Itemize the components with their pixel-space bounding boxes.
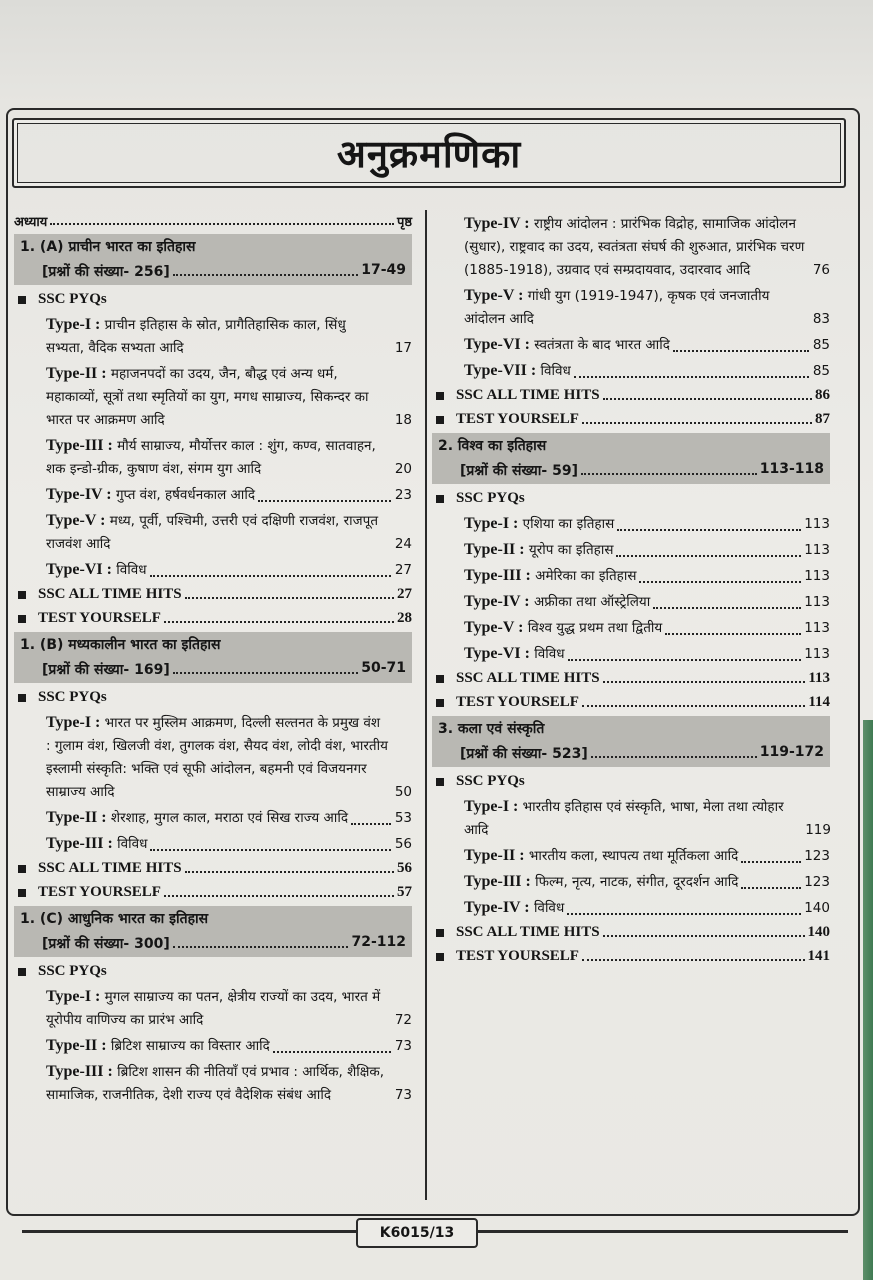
left-toc-list: [14, 234, 412, 1107]
type-description: मध्य, पूर्वी, पश्चिमी, उत्तरी एवं दक्षिणी राजवंश, राजपूत राजवंश आदि: [46, 513, 379, 552]
type-label: Type-I :: [46, 316, 101, 333]
type-entry: [14, 1034, 412, 1058]
leader-dots: [582, 705, 805, 707]
type-entry: [432, 642, 830, 666]
type-label: Type-II :: [464, 541, 525, 558]
entry-text: [46, 509, 388, 556]
entry-line: [46, 558, 412, 582]
entry-text: [464, 359, 571, 383]
leader-dots: [603, 398, 812, 400]
leader-dots: [582, 422, 812, 424]
entry-page: 85: [812, 337, 830, 353]
entry-text: [46, 483, 255, 507]
entry-page: 113: [804, 516, 830, 532]
section-label: SSC ALL TIME HITS: [436, 668, 600, 688]
type-description: शेरशाह, मुगल काल, मराठा एवं सिख राज्य आदि: [110, 810, 349, 826]
entry-line: [46, 434, 412, 481]
leader-dots: [567, 913, 801, 915]
leader-dots: [173, 934, 349, 948]
entry-line: [464, 590, 830, 614]
section-item: [432, 488, 830, 508]
section-label: SSC PYQs: [18, 961, 107, 981]
section-label: SSC ALL TIME HITS: [18, 858, 182, 878]
type-label: Type-II :: [464, 847, 525, 864]
section-item: [432, 385, 830, 405]
chapter-pages: 17-49: [361, 262, 406, 278]
entry-text: [46, 806, 348, 830]
type-description: विविध: [540, 363, 571, 379]
type-description: विविध: [117, 836, 148, 852]
leader-dots: [603, 935, 805, 937]
chapter-count-line: [20, 934, 406, 953]
entry-line: [46, 362, 412, 432]
section-page: 57: [397, 884, 412, 900]
entry-line: [464, 564, 830, 588]
section-item: [14, 608, 412, 628]
type-label: Type-III :: [46, 1063, 113, 1080]
type-entry: [432, 284, 830, 331]
question-count: [प्रश्नों की संख्या- 169]: [42, 662, 170, 678]
type-label: Type-I :: [464, 798, 519, 815]
type-entry: [432, 795, 830, 842]
type-label: Type-V :: [464, 619, 524, 636]
section-label: SSC PYQs: [436, 771, 525, 791]
entry-text: [464, 844, 738, 868]
type-label: Type-VI :: [464, 645, 530, 662]
entry-line: [46, 711, 412, 804]
question-count: [प्रश्नों की संख्या- 59]: [460, 463, 578, 479]
page-title: अनुक्रमणिका: [336, 131, 522, 176]
type-label: Type-II :: [46, 809, 107, 826]
entry-text: [46, 711, 388, 804]
entry-line: [46, 313, 412, 360]
entry-line: [46, 1034, 412, 1058]
type-description: यूरोप का इतिहास: [528, 542, 614, 558]
section-page: 113: [808, 670, 830, 686]
section-page: 27: [397, 586, 412, 602]
leader-dots: [185, 597, 394, 599]
section-label: TEST YOURSELF: [436, 946, 579, 966]
entry-page: 123: [804, 874, 830, 890]
entry-text: [464, 616, 662, 640]
section-label: TEST YOURSELF: [436, 692, 579, 712]
type-label: Type-III :: [46, 835, 113, 852]
entry-line: [464, 870, 830, 894]
type-label: Type-III :: [46, 437, 113, 454]
leader-dots: [617, 529, 801, 531]
type-label: Type-II :: [46, 1037, 107, 1054]
type-entry: [14, 806, 412, 830]
leader-dots: [574, 376, 809, 378]
section-label: SSC ALL TIME HITS: [436, 385, 600, 405]
section-page: 86: [815, 387, 830, 403]
type-label: Type-VII :: [464, 362, 537, 379]
type-description: अमेरिका का इतिहास: [535, 568, 637, 584]
right-column: [432, 212, 830, 970]
chapter-title: 1. (A) प्राचीन भारत का इतिहास: [20, 239, 196, 255]
entry-text: [464, 795, 799, 842]
entry-text: [464, 284, 806, 331]
entry-line: [46, 483, 412, 507]
type-description: गुप्त वंश, हर्षवर्धनकाल आदि: [115, 487, 255, 503]
type-description: विविध: [116, 562, 147, 578]
entry-text: [464, 333, 670, 357]
type-label: Type-IV :: [46, 486, 112, 503]
type-description: भारतीय इतिहास एवं संस्कृति, भाषा, मेला तथा त्योहार आदि: [464, 799, 784, 838]
section-page: 140: [807, 924, 830, 940]
section-item: [14, 858, 412, 878]
header-chapter: अध्याय: [14, 215, 48, 230]
entry-page: 56: [394, 836, 412, 852]
type-label: Type-I :: [464, 515, 519, 532]
entry-text: [464, 642, 565, 666]
type-entry: [432, 870, 830, 894]
entry-text: [46, 985, 388, 1032]
entry-text: [464, 896, 564, 920]
entry-line: [464, 616, 830, 640]
type-label: Type-IV :: [464, 593, 530, 610]
chapter-pages: 119-172: [759, 744, 824, 760]
entry-text: [46, 558, 147, 582]
chapter-pages: 113-118: [759, 461, 824, 477]
type-entry: [14, 558, 412, 582]
chapter-count-line: [438, 744, 824, 763]
leader-dots: [150, 849, 391, 851]
section-item: [432, 692, 830, 712]
chapter-title: 1. (C) आधुनिक भारत का इतिहास: [20, 911, 209, 927]
leader-dots: [673, 350, 809, 352]
question-count: [प्रश्नों की संख्या- 256]: [42, 264, 170, 280]
footer-code: K6015/13: [356, 1218, 478, 1248]
entry-text: [46, 832, 147, 856]
entry-line: [464, 512, 830, 536]
entry-page: 123: [804, 848, 830, 864]
page-edge: [863, 720, 873, 1280]
entry-line: [46, 832, 412, 856]
title-box: [12, 118, 846, 188]
entry-text: [464, 512, 614, 536]
entry-line: [464, 642, 830, 666]
leader-dots: [173, 660, 358, 674]
section-page: 141: [807, 948, 830, 964]
leader-dots: [164, 621, 394, 623]
section-label: SSC ALL TIME HITS: [436, 922, 600, 942]
chapter-title: 1. (B) मध्यकालीन भारत का इतिहास: [20, 637, 221, 653]
chapter-pages: 50-71: [361, 660, 406, 676]
type-label: Type-V :: [464, 287, 524, 304]
left-column: [14, 212, 412, 1109]
leader-dots: [50, 212, 394, 225]
type-label: Type-VI :: [46, 561, 112, 578]
entry-line: [46, 806, 412, 830]
entry-text: [46, 1060, 388, 1107]
section-item: [14, 289, 412, 309]
type-entry: [14, 509, 412, 556]
type-label: Type-III :: [464, 873, 531, 890]
type-description: प्राचीन इतिहास के स्रोत, प्रागैतिहासिक काल, सिंधु सभ्यता, वैदिक सभ्यता आदि: [46, 317, 346, 356]
type-label: Type-I :: [46, 988, 101, 1005]
entry-text: [464, 870, 738, 894]
type-entry: [14, 362, 412, 432]
type-entry: [432, 896, 830, 920]
entry-page: 53: [394, 810, 412, 826]
entry-line: [464, 795, 830, 842]
leader-dots: [273, 1051, 391, 1053]
entry-line: [464, 212, 830, 282]
entry-page: 83: [812, 311, 830, 327]
entry-line: [464, 844, 830, 868]
entry-text: [464, 590, 650, 614]
section-label: TEST YOURSELF: [436, 409, 579, 429]
type-description: स्वतंत्रता के बाद भारत आदि: [534, 337, 670, 353]
entry-page: 119: [805, 822, 831, 838]
type-label: Type-I :: [46, 714, 101, 731]
type-description: भारतीय कला, स्थापत्य तथा मूर्तिकला आदि: [528, 848, 739, 864]
type-description: अफ्रीका तथा ऑस्ट्रेलिया: [533, 594, 651, 610]
type-label: Type-IV :: [464, 899, 530, 916]
entry-text: [464, 538, 613, 562]
type-entry: [432, 512, 830, 536]
leader-dots: [164, 895, 394, 897]
entry-text: [46, 362, 388, 432]
entry-line: [464, 333, 830, 357]
section-item: [432, 922, 830, 942]
entry-line: [464, 284, 830, 331]
leader-dots: [741, 887, 801, 889]
section-page: 114: [808, 694, 830, 710]
entry-page: 113: [804, 568, 830, 584]
entry-page: 17: [394, 340, 412, 356]
entry-page: 73: [394, 1038, 412, 1054]
type-entry: [432, 333, 830, 357]
section-item: [14, 882, 412, 902]
type-label: Type-VI :: [464, 336, 530, 353]
chapter-count-line: [438, 461, 824, 480]
leader-dots: [581, 461, 757, 475]
entry-line: [464, 538, 830, 562]
section-label: TEST YOURSELF: [18, 608, 161, 628]
question-count: [प्रश्नों की संख्या- 300]: [42, 936, 170, 952]
type-entry: [432, 359, 830, 383]
section-item: [14, 584, 412, 604]
column-header: [14, 212, 412, 230]
type-entry: [432, 844, 830, 868]
leader-dots: [665, 633, 801, 635]
type-description: विविध: [534, 646, 565, 662]
chapter-band: [14, 632, 412, 683]
entry-page: 73: [394, 1087, 412, 1103]
section-item: [14, 961, 412, 981]
type-description: ब्रिटिश साम्राज्य का विस्तार आदि: [110, 1038, 270, 1054]
leader-dots: [258, 500, 391, 502]
entry-page: 140: [804, 900, 830, 916]
entry-page: 113: [804, 620, 830, 636]
leader-dots: [173, 262, 358, 276]
type-entry: [14, 985, 412, 1032]
entry-page: 76: [812, 262, 830, 278]
leader-dots: [639, 581, 801, 583]
entry-page: 113: [804, 542, 830, 558]
entry-page: 85: [812, 363, 830, 379]
entry-page: 113: [804, 646, 830, 662]
type-description: राष्ट्रीय आंदोलन : प्रारंभिक विद्रोह, सामाजिक आंदोलन (सुधार), राष्ट्रवाद का उदय, स्वतंत्रता संघर्ष की शुरुआत, प्रारंभिक चरण (1885-1918), उग्रवाद एवं सम्प्रदायवाद, उदारवाद आदि: [464, 216, 805, 278]
section-item: [432, 771, 830, 791]
leader-dots: [351, 823, 391, 825]
question-count: [प्रश्नों की संख्या- 523]: [460, 746, 588, 762]
chapter-band: [14, 906, 412, 957]
section-label: SSC ALL TIME HITS: [18, 584, 182, 604]
type-description: फिल्म, नृत्य, नाटक, संगीत, दूरदर्शन आदि: [535, 874, 739, 890]
chapter-title: 3. कला एवं संस्कृति: [438, 721, 545, 737]
entry-line: [46, 985, 412, 1032]
entry-page: 23: [394, 487, 412, 503]
right-toc-list: [432, 212, 830, 966]
chapter-band: [432, 716, 830, 767]
type-label: Type-IV :: [464, 215, 530, 232]
leader-dots: [616, 555, 801, 557]
type-description: विविध: [533, 900, 565, 916]
type-label: Type-III :: [464, 567, 531, 584]
section-item: [432, 946, 830, 966]
section-item: [432, 668, 830, 688]
entry-page: 24: [394, 536, 412, 552]
entry-line: [464, 896, 830, 920]
type-entry: [14, 483, 412, 507]
leader-dots: [150, 575, 391, 577]
section-page: 28: [397, 610, 412, 626]
type-entry: [14, 1060, 412, 1107]
section-page: 87: [815, 411, 830, 427]
type-label: Type-V :: [46, 512, 106, 529]
type-description: एशिया का इतिहास: [522, 516, 615, 532]
entry-text: [464, 564, 636, 588]
entry-text: [464, 212, 806, 282]
column-divider: [425, 210, 427, 1200]
entry-page: 72: [394, 1012, 412, 1028]
type-entry: [14, 711, 412, 804]
leader-dots: [582, 959, 805, 961]
type-entry: [14, 434, 412, 481]
chapter-count-line: [20, 660, 406, 679]
entry-text: [46, 313, 388, 360]
type-description: भारत पर मुस्लिम आक्रमण, दिल्ली सल्तनत के प्रमुख वंश : गुलाम वंश, खिलजी वंश, तुगलक वंश, सैयद वंश, लोदी वंश, भारतीय इस्लामी संस्कृति: भक्ति एवं सूफी आंदोलन, बहमनी एवं विजयनगर साम्राज्य आदि: [46, 715, 388, 800]
leader-dots: [603, 681, 806, 683]
entry-page: 113: [804, 594, 830, 610]
entry-text: [46, 434, 388, 481]
entry-line: [46, 509, 412, 556]
chapter-band: [14, 234, 412, 285]
type-description: गांधी युग (1919-1947), कृषक एवं जनजातीय आंदोलन आदि: [464, 288, 770, 327]
type-label: Type-II :: [46, 365, 107, 382]
leader-dots: [741, 861, 801, 863]
type-description: मौर्य साम्राज्य, मौर्योत्तर काल : शुंग, कण्व, सातवाहन, शक इन्डो-ग्रीक, कुषाण वंश, संगम युग आदि: [46, 438, 376, 477]
type-description: ब्रिटिश शासन की नीतियाँ एवं प्रभाव : आर्थिक, शैक्षिक, सामाजिक, राजनीतिक, देशी राज्य एवं वैदेशिक संबंध आदि: [46, 1064, 385, 1103]
chapter-title: 2. विश्व का इतिहास: [438, 438, 547, 454]
chapter-count-line: [20, 262, 406, 281]
type-description: मुगल साम्राज्य का पतन, क्षेत्रीय राज्यों का उदय, भारत में यूरोपीय वाणिज्य का प्रारंभ आदि: [46, 989, 381, 1028]
leader-dots: [568, 659, 802, 661]
header-page: पृष्ठ: [396, 215, 412, 230]
entry-page: 50: [394, 784, 412, 800]
section-item: [14, 687, 412, 707]
entry-page: 27: [394, 562, 412, 578]
entry-line: [46, 1060, 412, 1107]
entry-page: 18: [394, 412, 412, 428]
entry-text: [46, 1034, 270, 1058]
section-label: SSC PYQs: [436, 488, 525, 508]
type-entry: [14, 832, 412, 856]
type-entry: [432, 590, 830, 614]
section-item: [432, 409, 830, 429]
leader-dots: [653, 607, 801, 609]
type-entry: [432, 564, 830, 588]
type-entry: [432, 616, 830, 640]
section-label: SSC PYQs: [18, 289, 107, 309]
entry-page: 20: [394, 461, 412, 477]
section-label: TEST YOURSELF: [18, 882, 161, 902]
chapter-band: [432, 433, 830, 484]
section-page: 56: [397, 860, 412, 876]
type-entry: [432, 212, 830, 282]
type-entry: [432, 538, 830, 562]
leader-dots: [591, 744, 757, 758]
chapter-pages: 72-112: [351, 934, 406, 950]
type-description: महाजनपदों का उदय, जैन, बौद्ध एवं अन्य धर्म, महाकाव्यों, सूत्रों तथा स्मृतियों का युग, मगध साम्राज्य, सिकन्दर का भारत पर आक्रमण आदि: [46, 366, 369, 428]
type-entry: [14, 313, 412, 360]
entry-line: [464, 359, 830, 383]
type-description: विश्व युद्ध प्रथम तथा द्वितीय: [527, 620, 663, 636]
section-label: SSC PYQs: [18, 687, 107, 707]
leader-dots: [185, 871, 394, 873]
